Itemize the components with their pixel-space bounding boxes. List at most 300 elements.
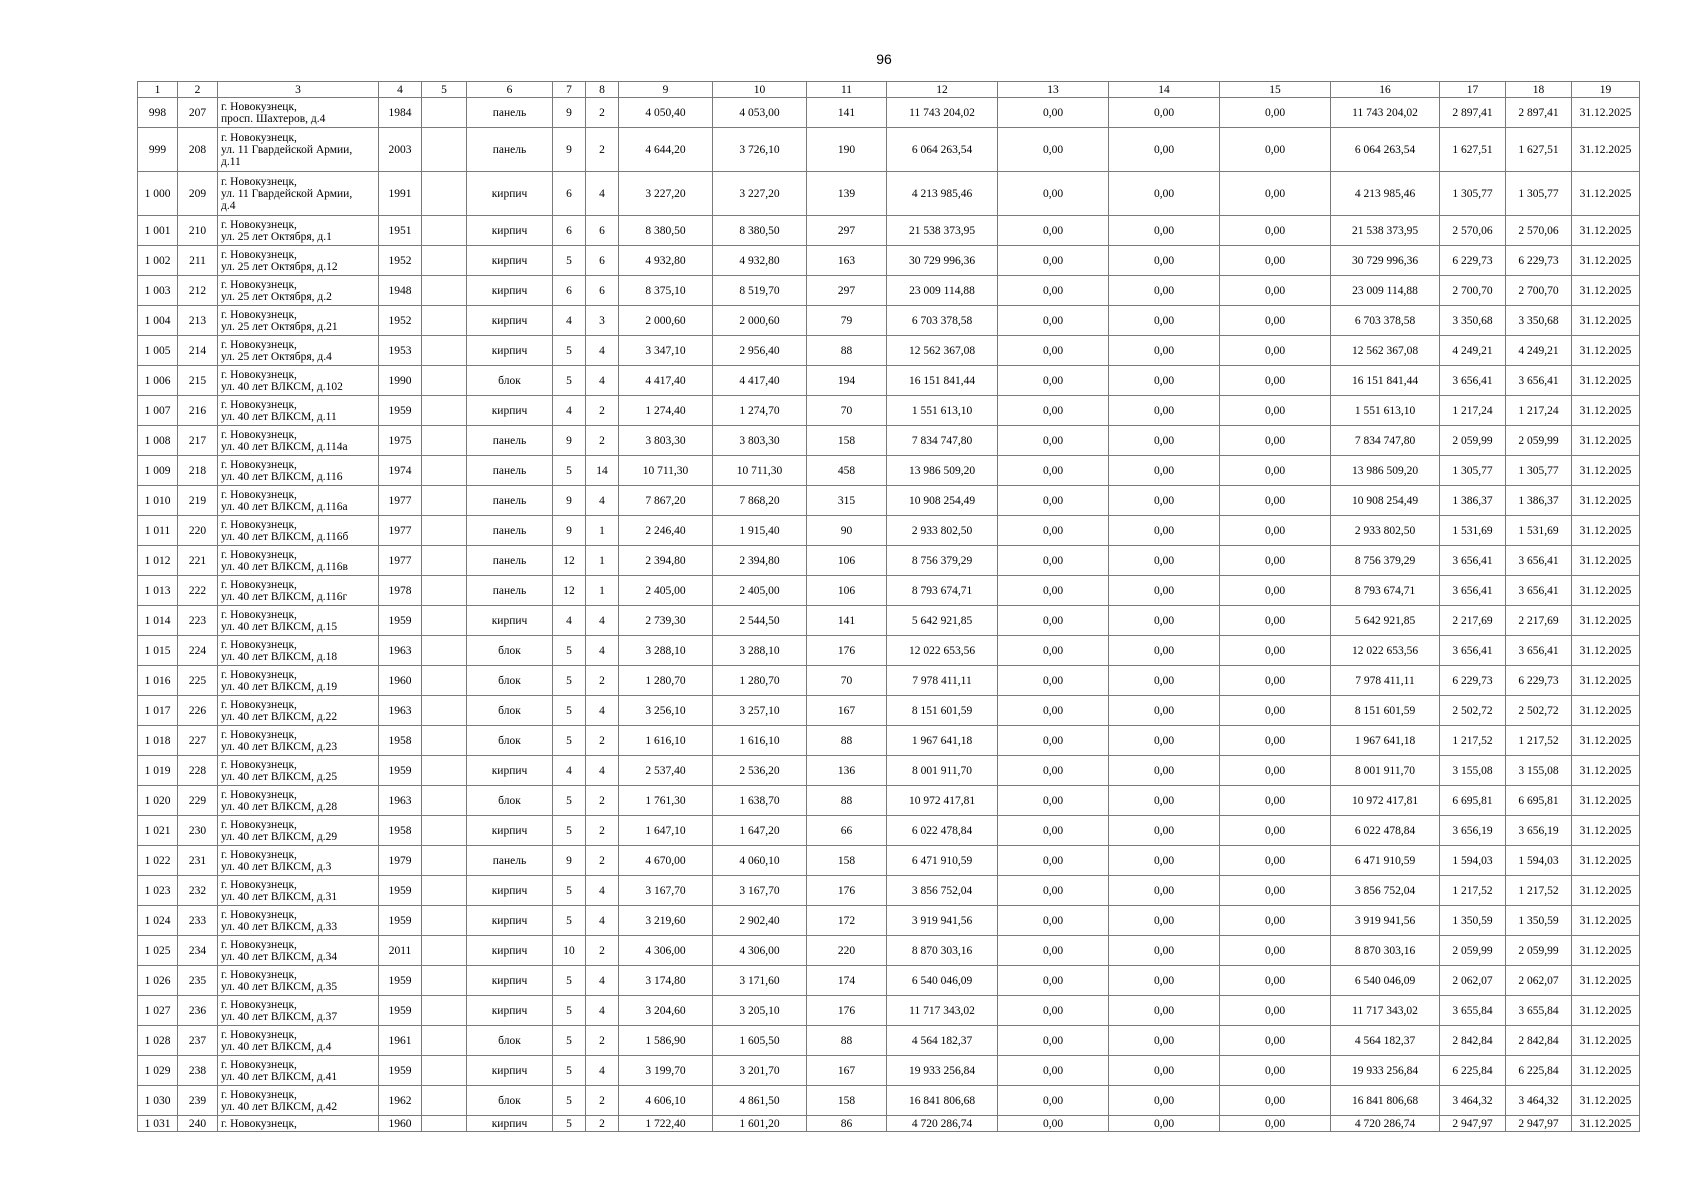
table-cell: 31.12.2025 <box>1572 246 1640 276</box>
table-cell: 0,00 <box>998 456 1109 486</box>
table-cell: 0,00 <box>1109 456 1220 486</box>
table-cell: 0,00 <box>1109 696 1220 726</box>
table-cell: 4 <box>586 636 619 666</box>
column-header: 9 <box>619 82 713 98</box>
table-cell: 2011 <box>379 936 422 966</box>
table-cell: 0,00 <box>998 786 1109 816</box>
table-cell: 31.12.2025 <box>1572 366 1640 396</box>
table-cell: 167 <box>807 696 887 726</box>
table-cell: 0,00 <box>1220 636 1331 666</box>
table-cell: 4 053,00 <box>713 98 807 128</box>
table-cell: 4 720 286,74 <box>887 1116 998 1132</box>
table-cell: 5 <box>553 666 586 696</box>
table-cell: 2003 <box>379 128 422 172</box>
table-cell: 315 <box>807 486 887 516</box>
table-cell: 0,00 <box>1220 276 1331 306</box>
table-cell: 0,00 <box>1109 276 1220 306</box>
table-cell <box>422 516 467 546</box>
column-header: 19 <box>1572 82 1640 98</box>
address-cell: г. Новокузнецк, ул. 40 лет ВЛКСМ, д.22 <box>218 696 379 726</box>
table-cell: 0,00 <box>1109 756 1220 786</box>
table-cell: 1 <box>586 546 619 576</box>
table-cell: 12 022 653,56 <box>1331 636 1440 666</box>
table-cell: 0,00 <box>1220 816 1331 846</box>
table-cell: 0,00 <box>1109 246 1220 276</box>
address-cell: г. Новокузнецк, ул. 40 лет ВЛКСМ, д.4 <box>218 1026 379 1056</box>
table-cell: 0,00 <box>1220 756 1331 786</box>
table-cell: 1959 <box>379 996 422 1026</box>
table-cell: 5 <box>553 1086 586 1116</box>
table-cell: 3 656,19 <box>1506 816 1572 846</box>
table-cell: 1978 <box>379 576 422 606</box>
table-cell <box>422 936 467 966</box>
table-cell: 2 <box>586 786 619 816</box>
table-cell: 70 <box>807 666 887 696</box>
table-cell: 31.12.2025 <box>1572 996 1640 1026</box>
table-cell: 31.12.2025 <box>1572 966 1640 996</box>
table-row <box>138 172 1640 216</box>
table-cell: 4 861,50 <box>713 1086 807 1116</box>
table-row <box>138 876 1640 906</box>
column-header: 1 <box>138 82 178 98</box>
table-cell: кирпич <box>467 906 553 936</box>
table-cell: 6 229,73 <box>1506 666 1572 696</box>
table-cell: 1959 <box>379 396 422 426</box>
table-cell: 194 <box>807 366 887 396</box>
table-cell: 1 967 641,18 <box>887 726 998 756</box>
table-cell: 1960 <box>379 1116 422 1132</box>
table-cell: 16 841 806,68 <box>1331 1086 1440 1116</box>
table-cell: 1 217,24 <box>1440 396 1506 426</box>
table-cell: 1 551 613,10 <box>887 396 998 426</box>
table-cell: 3 656,41 <box>1506 366 1572 396</box>
table-cell: 2 <box>586 128 619 172</box>
table-cell: 4 606,10 <box>619 1086 713 1116</box>
table-cell: 4 050,40 <box>619 98 713 128</box>
table-cell: блок <box>467 1026 553 1056</box>
table-cell: 297 <box>807 216 887 246</box>
table-cell: 10 711,30 <box>713 456 807 486</box>
table-cell: 2 062,07 <box>1440 966 1506 996</box>
table-cell: 0,00 <box>998 306 1109 336</box>
table-cell: 3 199,70 <box>619 1056 713 1086</box>
table-cell: 1 002 <box>138 246 178 276</box>
table-row <box>138 1056 1640 1086</box>
table-cell: 1963 <box>379 696 422 726</box>
table-cell: 8 380,50 <box>713 216 807 246</box>
table-cell: 79 <box>807 306 887 336</box>
table-cell: 9 <box>553 516 586 546</box>
table-cell: 1959 <box>379 906 422 936</box>
table-cell: 2 956,40 <box>713 336 807 366</box>
table-cell: 6 471 910,59 <box>1331 846 1440 876</box>
table-row <box>138 456 1640 486</box>
table-cell: 2 544,50 <box>713 606 807 636</box>
table-cell: 3 155,08 <box>1440 756 1506 786</box>
address-cell: г. Новокузнецк, ул. 40 лет ВЛКСМ, д.31 <box>218 876 379 906</box>
address-cell: г. Новокузнецк, ул. 11 Гвардейской Армии, д.4 <box>218 172 379 216</box>
table-row <box>138 516 1640 546</box>
table-cell: 31.12.2025 <box>1572 1026 1640 1056</box>
table-cell: 1 601,20 <box>713 1116 807 1132</box>
table-cell: 6 471 910,59 <box>887 846 998 876</box>
table-cell: 1 627,51 <box>1440 128 1506 172</box>
table-cell: 0,00 <box>1109 486 1220 516</box>
table-cell: 0,00 <box>1220 336 1331 366</box>
table-cell: 0,00 <box>1220 128 1331 172</box>
table-cell: 220 <box>178 516 218 546</box>
table-cell: 13 986 509,20 <box>1331 456 1440 486</box>
table-cell: 1951 <box>379 216 422 246</box>
table-cell: 10 <box>553 936 586 966</box>
table-cell: 2 536,20 <box>713 756 807 786</box>
housing-table <box>137 81 1640 1132</box>
table-cell: 31.12.2025 <box>1572 486 1640 516</box>
table-cell: 1953 <box>379 336 422 366</box>
table-cell: 1 005 <box>138 336 178 366</box>
table-cell: блок <box>467 786 553 816</box>
address-cell: г. Новокузнецк, ул. 40 лет ВЛКСМ, д.116 <box>218 456 379 486</box>
table-cell: 458 <box>807 456 887 486</box>
table-cell: 0,00 <box>1220 216 1331 246</box>
address-cell: г. Новокузнецк, просп. Шахтеров, д.4 <box>218 98 379 128</box>
table-cell: 0,00 <box>1109 366 1220 396</box>
table-cell: 297 <box>807 276 887 306</box>
table-cell: 4 <box>586 1056 619 1086</box>
column-header: 8 <box>586 82 619 98</box>
table-cell: 3 155,08 <box>1506 756 1572 786</box>
table-cell: 3 656,41 <box>1506 546 1572 576</box>
table-cell: 6 <box>586 276 619 306</box>
table-cell <box>422 726 467 756</box>
table-cell: 1 009 <box>138 456 178 486</box>
table-cell: 2 739,30 <box>619 606 713 636</box>
table-cell: 211 <box>178 246 218 276</box>
table-cell: 0,00 <box>1220 786 1331 816</box>
table-cell: 3 919 941,56 <box>1331 906 1440 936</box>
table-cell: 1959 <box>379 876 422 906</box>
table-cell: 0,00 <box>998 246 1109 276</box>
table-cell: 229 <box>178 786 218 816</box>
table-cell: 139 <box>807 172 887 216</box>
table-cell: 4 644,20 <box>619 128 713 172</box>
table-row <box>138 276 1640 306</box>
table-cell: 31.12.2025 <box>1572 816 1640 846</box>
table-cell: 90 <box>807 516 887 546</box>
table-cell: 0,00 <box>1109 306 1220 336</box>
address-cell: г. Новокузнецк, ул. 40 лет ВЛКСМ, д.116в <box>218 546 379 576</box>
table-cell <box>422 246 467 276</box>
table-cell: 1 217,24 <box>1506 396 1572 426</box>
table-cell: кирпич <box>467 816 553 846</box>
table-cell: 12 <box>553 576 586 606</box>
table-cell: 6 540 046,09 <box>887 966 998 996</box>
table-cell: 0,00 <box>998 726 1109 756</box>
table-row <box>138 576 1640 606</box>
table-cell: 4 213 985,46 <box>887 172 998 216</box>
table-cell: 141 <box>807 606 887 636</box>
table-cell: 5 642 921,85 <box>1331 606 1440 636</box>
table-cell: 1959 <box>379 606 422 636</box>
table-cell: 70 <box>807 396 887 426</box>
table-cell: 1 026 <box>138 966 178 996</box>
table-cell: 31.12.2025 <box>1572 876 1640 906</box>
table-cell <box>422 816 467 846</box>
table-cell: 1977 <box>379 546 422 576</box>
table-cell: 1 274,40 <box>619 396 713 426</box>
table-cell: 4 <box>553 396 586 426</box>
table-cell: 4 <box>586 336 619 366</box>
table-row <box>138 1086 1640 1116</box>
table-cell: 218 <box>178 456 218 486</box>
table-cell: 6 <box>586 216 619 246</box>
table-row <box>138 996 1640 1026</box>
table-cell: 2 217,69 <box>1506 606 1572 636</box>
table-cell: 9 <box>553 486 586 516</box>
table-cell: 12 562 367,08 <box>887 336 998 366</box>
table-cell: блок <box>467 1086 553 1116</box>
table-cell: 0,00 <box>1220 1086 1331 1116</box>
table-cell: 2 502,72 <box>1506 696 1572 726</box>
column-header: 10 <box>713 82 807 98</box>
table-cell: 2 394,80 <box>619 546 713 576</box>
table-cell: 220 <box>807 936 887 966</box>
table-cell: 0,00 <box>1109 1116 1220 1132</box>
table-cell: 9 <box>553 128 586 172</box>
table-cell: 0,00 <box>998 426 1109 456</box>
table-cell: 1 386,37 <box>1506 486 1572 516</box>
table-cell: 6 <box>553 276 586 306</box>
table-cell: 8 756 379,29 <box>887 546 998 576</box>
table-cell: 5 <box>553 996 586 1026</box>
table-cell: 1958 <box>379 816 422 846</box>
table-cell: 999 <box>138 128 178 172</box>
table-cell: 1 531,69 <box>1440 516 1506 546</box>
table-cell: 2 897,41 <box>1506 98 1572 128</box>
table-cell: 31.12.2025 <box>1572 696 1640 726</box>
table-cell: 9 <box>553 426 586 456</box>
table-cell: 1 011 <box>138 516 178 546</box>
table-cell: 0,00 <box>998 1056 1109 1086</box>
table-cell: 21 538 373,95 <box>887 216 998 246</box>
table-cell: 1 616,10 <box>619 726 713 756</box>
table-cell: 4 213 985,46 <box>1331 172 1440 216</box>
table-cell: 1 647,10 <box>619 816 713 846</box>
table-cell: 0,00 <box>1109 1056 1220 1086</box>
table-cell: 3 655,84 <box>1440 996 1506 1026</box>
table-cell: 0,00 <box>1109 636 1220 666</box>
table-cell: 4 <box>586 606 619 636</box>
table-cell: 158 <box>807 846 887 876</box>
table-cell: 2 059,99 <box>1506 426 1572 456</box>
table-cell: 8 151 601,59 <box>887 696 998 726</box>
table-cell: 5 <box>553 876 586 906</box>
table-cell: 8 793 674,71 <box>1331 576 1440 606</box>
table-cell: 3 656,41 <box>1440 546 1506 576</box>
table-row <box>138 726 1640 756</box>
table-cell: 1 028 <box>138 1026 178 1056</box>
table-cell: 31.12.2025 <box>1572 172 1640 216</box>
table-cell: 106 <box>807 546 887 576</box>
column-header: 17 <box>1440 82 1506 98</box>
table-cell: панель <box>467 426 553 456</box>
table-cell: 0,00 <box>998 546 1109 576</box>
table-cell: 1 217,52 <box>1440 876 1506 906</box>
table-cell <box>422 696 467 726</box>
table-cell: кирпич <box>467 246 553 276</box>
table-cell: 5 642 921,85 <box>887 606 998 636</box>
table-cell: 4 <box>586 696 619 726</box>
table-cell: 3 656,19 <box>1440 816 1506 846</box>
table-cell: 2 <box>586 846 619 876</box>
table-cell: кирпич <box>467 396 553 426</box>
table-cell: 0,00 <box>1109 98 1220 128</box>
table-cell: 31.12.2025 <box>1572 426 1640 456</box>
column-header: 15 <box>1220 82 1331 98</box>
table-cell: 176 <box>807 996 887 1026</box>
table-cell: 221 <box>178 546 218 576</box>
table-cell: 3 204,60 <box>619 996 713 1026</box>
table-cell: 2 217,69 <box>1440 606 1506 636</box>
table-cell: 0,00 <box>1220 486 1331 516</box>
table-cell: 0,00 <box>1109 606 1220 636</box>
table-cell <box>422 128 467 172</box>
table-cell: блок <box>467 366 553 396</box>
table-cell: 0,00 <box>1109 966 1220 996</box>
table-cell: 1 025 <box>138 936 178 966</box>
table-cell: 0,00 <box>998 396 1109 426</box>
table-cell: 8 380,50 <box>619 216 713 246</box>
table-cell: 1 001 <box>138 216 178 246</box>
table-cell <box>422 366 467 396</box>
table-cell: 11 717 343,02 <box>1331 996 1440 1026</box>
table-cell: 213 <box>178 306 218 336</box>
table-cell: 217 <box>178 426 218 456</box>
table-cell <box>422 1026 467 1056</box>
table-cell: 4 <box>586 366 619 396</box>
table-cell: 0,00 <box>998 216 1109 246</box>
table-cell: 0,00 <box>1109 786 1220 816</box>
table-cell: 0,00 <box>998 366 1109 396</box>
table-cell: 1 022 <box>138 846 178 876</box>
table-row <box>138 336 1640 366</box>
table-cell: 4 720 286,74 <box>1331 1116 1440 1132</box>
table-cell: 1979 <box>379 846 422 876</box>
table-cell: 209 <box>178 172 218 216</box>
table-cell: 1991 <box>379 172 422 216</box>
table-cell <box>422 606 467 636</box>
table-row <box>138 816 1640 846</box>
table-cell <box>422 846 467 876</box>
table-cell: 4 <box>586 906 619 936</box>
table-cell: 0,00 <box>1220 576 1331 606</box>
table-cell: 0,00 <box>1220 606 1331 636</box>
table-cell: 6 695,81 <box>1440 786 1506 816</box>
column-header: 11 <box>807 82 887 98</box>
table-cell: 2 700,70 <box>1506 276 1572 306</box>
table-cell: 5 <box>553 726 586 756</box>
table-row <box>138 786 1640 816</box>
table-cell: 0,00 <box>1220 936 1331 966</box>
column-header: 13 <box>998 82 1109 98</box>
table-cell: панель <box>467 486 553 516</box>
table-cell: 1 594,03 <box>1440 846 1506 876</box>
table-cell: 0,00 <box>998 936 1109 966</box>
table-cell: 3 656,41 <box>1440 576 1506 606</box>
table-cell: 0,00 <box>998 98 1109 128</box>
table-cell: кирпич <box>467 966 553 996</box>
table-cell: 31.12.2025 <box>1572 1086 1640 1116</box>
table-cell: блок <box>467 666 553 696</box>
table-cell <box>422 966 467 996</box>
table-row <box>138 1026 1640 1056</box>
table-cell: 1 019 <box>138 756 178 786</box>
table-cell: 237 <box>178 1026 218 1056</box>
table-cell: 8 870 303,16 <box>1331 936 1440 966</box>
table-row <box>138 98 1640 128</box>
table-cell: 998 <box>138 98 178 128</box>
table-row <box>138 128 1640 172</box>
table-cell: 1 008 <box>138 426 178 456</box>
table-cell: 1984 <box>379 98 422 128</box>
table-cell: 1 605,50 <box>713 1026 807 1056</box>
table-cell <box>422 276 467 306</box>
table-cell: 3 350,68 <box>1506 306 1572 336</box>
table-cell: 88 <box>807 786 887 816</box>
table-cell: 2 933 802,50 <box>887 516 998 546</box>
table-cell: 0,00 <box>998 696 1109 726</box>
table-cell: 4 249,21 <box>1440 336 1506 366</box>
table-cell: 5 <box>553 456 586 486</box>
table-cell: 234 <box>178 936 218 966</box>
table-cell: 16 151 841,44 <box>1331 366 1440 396</box>
table-row <box>138 666 1640 696</box>
table-cell: 0,00 <box>998 606 1109 636</box>
table-cell: 2 <box>586 426 619 456</box>
table-cell: 3 205,10 <box>713 996 807 1026</box>
table-cell: 4 417,40 <box>619 366 713 396</box>
table-cell: 86 <box>807 1116 887 1132</box>
table-cell <box>422 756 467 786</box>
table-row <box>138 486 1640 516</box>
table-cell: 23 009 114,88 <box>887 276 998 306</box>
table-cell: 1977 <box>379 486 422 516</box>
table-cell: 3 803,30 <box>619 426 713 456</box>
table-cell: 2 570,06 <box>1440 216 1506 246</box>
column-header: 4 <box>379 82 422 98</box>
table-cell: 0,00 <box>1220 98 1331 128</box>
table-cell: 1 012 <box>138 546 178 576</box>
table-cell <box>422 456 467 486</box>
table-cell: блок <box>467 726 553 756</box>
address-cell: г. Новокузнецк, ул. 40 лет ВЛКСМ, д.116а <box>218 486 379 516</box>
address-cell: г. Новокузнецк, ул. 40 лет ВЛКСМ, д.37 <box>218 996 379 1026</box>
table-cell: 2 <box>586 396 619 426</box>
table-cell: 1 018 <box>138 726 178 756</box>
table-cell <box>422 216 467 246</box>
address-cell: г. Новокузнецк, ул. 40 лет ВЛКСМ, д.34 <box>218 936 379 966</box>
table-cell: 4 932,80 <box>619 246 713 276</box>
table-cell: 1 003 <box>138 276 178 306</box>
table-cell: 2 062,07 <box>1506 966 1572 996</box>
table-cell: 239 <box>178 1086 218 1116</box>
table-cell: 6 <box>586 246 619 276</box>
table-cell: 6 229,73 <box>1506 246 1572 276</box>
table-cell: 1961 <box>379 1026 422 1056</box>
table-cell: 0,00 <box>998 576 1109 606</box>
table-cell: 1 030 <box>138 1086 178 1116</box>
table-cell: 228 <box>178 756 218 786</box>
